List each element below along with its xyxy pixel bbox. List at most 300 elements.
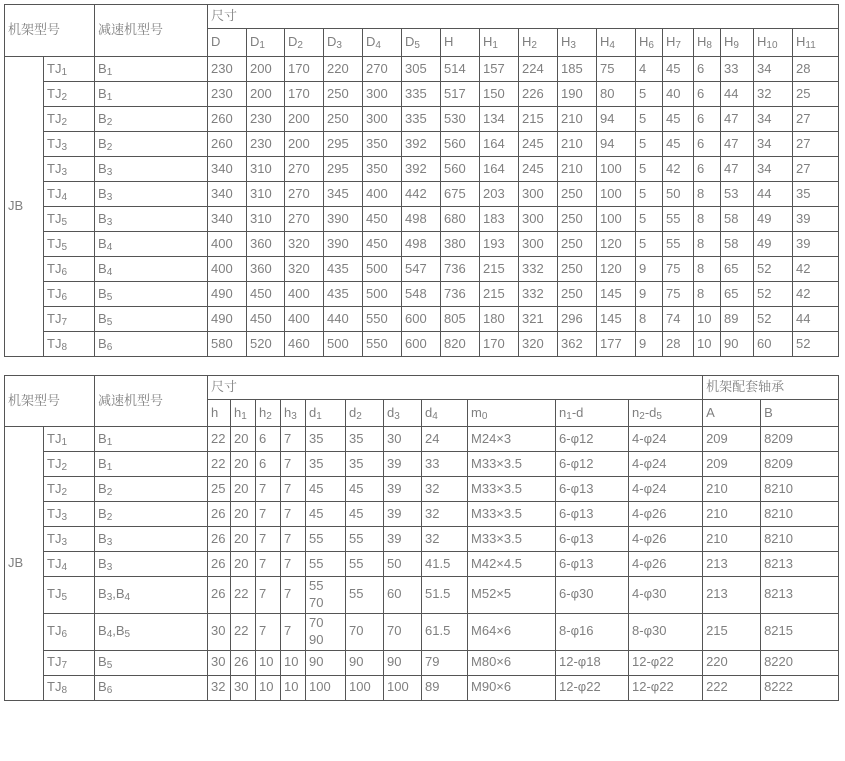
value-cell: 230 [208,57,247,82]
table-row [5,427,839,452]
value-cell: 230 [247,107,285,132]
value-cell: 340 [208,182,247,207]
value-cell: 210 [558,157,597,182]
dim-column-header: $H_1$ [480,29,519,57]
value-cell: 230 [247,132,285,157]
value-cell: 335 [402,107,441,132]
value-cell: 7 [281,502,306,527]
table-row [5,282,839,307]
value-cell: 27 [793,157,839,182]
value-cell: 44 [754,182,793,207]
table-row [5,552,839,577]
frame-model-cell: $TJ_5$ [44,207,95,232]
value-cell: 213 [703,552,761,577]
value-cell: 8220 [761,650,839,675]
value-cell: 4-φ30 [629,577,703,614]
value-cell: 28 [663,332,694,357]
value-cell: 440 [324,307,363,332]
table-row [5,307,839,332]
table-row [5,107,839,132]
value-cell: 215 [480,257,519,282]
value-cell: 6-φ13 [556,552,629,577]
value-cell: 226 [519,82,558,107]
reducer-model-cell: $B_3$ [95,207,208,232]
value-cell: 6 [694,157,721,182]
value-cell: 490 [208,307,247,332]
value-cell: 500 [324,332,363,357]
value-cell: 164 [480,132,519,157]
value-cell: 435 [324,257,363,282]
value-cell: M33×3.5 [468,502,556,527]
value-cell: 170 [285,82,324,107]
value-cell: 34 [754,57,793,82]
frame-model-cell: $TJ_3$ [44,527,95,552]
value-cell: 550 [363,332,402,357]
value-cell: 8209 [761,452,839,477]
value-cell: 400 [363,182,402,207]
value-cell: 100 [597,182,636,207]
value-cell: 250 [558,207,597,232]
value-cell: 60 [384,577,422,614]
reducer-model-header: 减速机型号 [95,376,208,427]
value-cell: 7 [256,552,281,577]
value-cell: 390 [324,232,363,257]
value-cell: 7 [281,577,306,614]
value-cell: M24×3 [468,427,556,452]
value-cell: 55 [346,552,384,577]
value-cell: 392 [402,157,441,182]
value-cell: 45 [306,502,346,527]
frame-model-cell: $TJ_4$ [44,552,95,577]
value-cell: 450 [363,207,402,232]
reducer-model-cell: $B_2$ [95,107,208,132]
dim-column-header: $H_6$ [636,29,663,57]
value-cell: 400 [285,282,324,307]
value-cell: 52 [754,282,793,307]
value-cell: 250 [558,282,597,307]
value-cell: 310 [247,157,285,182]
value-cell: 28 [793,57,839,82]
value-cell: 320 [519,332,558,357]
value-cell: 320 [285,257,324,282]
value-cell: 200 [247,57,285,82]
value-cell: 20 [231,502,256,527]
value-cell: 736 [441,282,480,307]
value-cell: 350 [363,157,402,182]
value-cell: 296 [558,307,597,332]
dim-column-header: H [441,29,480,57]
value-cell: M52×5 [468,577,556,614]
value-cell: 7 [281,452,306,477]
value-cell: 47 [721,132,754,157]
value-cell: 134 [480,107,519,132]
value-cell: 360 [247,232,285,257]
dim-column-header: $n_2-d_5$ [629,400,703,427]
frame-model-cell: $TJ_3$ [44,502,95,527]
value-cell: 22 [231,577,256,614]
value-cell: 215 [703,613,761,650]
value-cell: 450 [247,307,285,332]
value-cell: 8222 [761,675,839,700]
table-row [5,452,839,477]
frame-model-cell: $TJ_1$ [44,427,95,452]
value-cell: 5 [636,232,663,257]
value-cell: 9 [636,332,663,357]
frame-model-cell: $TJ_1$ [44,57,95,82]
value-cell: 295 [324,157,363,182]
value-cell: 90 [306,650,346,675]
value-cell: 26 [208,552,231,577]
value-cell: 20 [231,477,256,502]
value-cell: 6-φ13 [556,527,629,552]
value-cell: 190 [558,82,597,107]
value-cell: 210 [703,477,761,502]
value-cell: 321 [519,307,558,332]
value-cell: 79 [422,650,468,675]
value-cell: 52 [793,332,839,357]
reducer-model-cell: $B_1$ [95,427,208,452]
value-cell: 7 [281,613,306,650]
reducer-model-cell: $B_5$ [95,650,208,675]
value-cell: 32 [754,82,793,107]
value-cell: 360 [247,257,285,282]
dim-column-header: $D_3$ [324,29,363,57]
value-cell: 39 [793,232,839,257]
value-cell: 50 [663,182,694,207]
dimensions-group-header: 尺寸 [208,376,703,400]
value-cell: 90 [346,650,384,675]
value-cell: 30 [231,675,256,700]
dim-column-header: D [208,29,247,57]
frame-model-cell: $TJ_3$ [44,132,95,157]
value-cell: 300 [519,232,558,257]
value-cell: M80×6 [468,650,556,675]
value-cell: 49 [754,207,793,232]
value-cell: 450 [363,232,402,257]
value-cell: 400 [285,307,324,332]
value-cell: 12-φ22 [629,650,703,675]
frame-model-cell: $TJ_5$ [44,577,95,614]
value-cell: 58 [721,232,754,257]
value-cell: 20 [231,427,256,452]
value-cell: 305 [402,57,441,82]
frame-model-cell: $TJ_5$ [44,232,95,257]
value-cell: 260 [208,107,247,132]
value-cell: 55 [346,577,384,614]
reducer-model-cell: $B_5$ [95,282,208,307]
value-cell: 270 [285,182,324,207]
reducer-model-cell: $B_6$ [95,332,208,357]
value-cell: 736 [441,257,480,282]
value-cell: 6-φ13 [556,477,629,502]
value-cell: 210 [703,527,761,552]
value-cell: 230 [208,82,247,107]
dim-column-header: $d_2$ [346,400,384,427]
value-cell: 392 [402,132,441,157]
value-cell: 30 [208,650,231,675]
reducer-model-cell: $B_3$ [95,182,208,207]
value-cell: 500 [363,282,402,307]
dim-column-header: $H_{11}$ [793,29,839,57]
value-cell: 20 [231,452,256,477]
value-cell: 550 [363,307,402,332]
value-cell: 517 [441,82,480,107]
value-cell: 34 [754,132,793,157]
value-cell: 547 [402,257,441,282]
value-cell: 400 [208,257,247,282]
value-cell: 442 [402,182,441,207]
value-cell: 45 [663,57,694,82]
value-cell: 498 [402,207,441,232]
dim-column-header: $d_1$ [306,400,346,427]
value-cell: 600 [402,332,441,357]
value-cell: 22 [208,427,231,452]
value-cell: 26 [231,650,256,675]
frame-model-cell: $TJ_2$ [44,107,95,132]
value-cell: 200 [285,132,324,157]
value-cell: 250 [324,82,363,107]
value-cell: 35 [306,427,346,452]
value-cell: 25 [208,477,231,502]
value-cell: 30 [384,427,422,452]
value-cell: 35 [793,182,839,207]
value-cell: 170 [480,332,519,357]
value-cell: 490 [208,282,247,307]
dim-column-header: $D_4$ [363,29,402,57]
dim-column-header: $H_8$ [694,29,721,57]
dim-column-header: $h_2$ [256,400,281,427]
frame-model-cell: $TJ_7$ [44,307,95,332]
value-cell: 10 [281,650,306,675]
value-cell: 25 [793,82,839,107]
value-cell: 10 [694,307,721,332]
value-cell: 39 [384,452,422,477]
reducer-model-cell: $B_4$ [95,257,208,282]
value-cell: 41.5 [422,552,468,577]
value-cell: 24 [422,427,468,452]
value-cell: 260 [208,132,247,157]
value-cell: 26 [208,577,231,614]
value-cell: 22 [208,452,231,477]
reducer-model-cell: $B_5$ [95,307,208,332]
value-cell: M33×3.5 [468,477,556,502]
value-cell: 32 [422,477,468,502]
value-cell: 33 [721,57,754,82]
value-cell: 47 [721,107,754,132]
table-row [5,577,839,614]
reducer-model-cell: $B_3$ [95,157,208,182]
value-cell: 170 [285,57,324,82]
value-cell: 335 [402,82,441,107]
value-cell: 805 [441,307,480,332]
value-cell: M64×6 [468,613,556,650]
value-cell: 8 [694,282,721,307]
value-cell: 5 [636,207,663,232]
value-cell: 39 [384,477,422,502]
reducer-model-cell: $B_2$ [95,132,208,157]
value-cell: 32 [422,527,468,552]
value-cell: 34 [754,107,793,132]
reducer-model-cell: $B_3$ [95,552,208,577]
value-cell: 450 [247,282,285,307]
frame-model-cell: $TJ_6$ [44,282,95,307]
value-cell: 300 [363,107,402,132]
table-row [5,502,839,527]
value-cell: 7 [256,613,281,650]
table-row [5,132,839,157]
table-row [5,157,839,182]
value-cell: 8210 [761,527,839,552]
value-cell: 340 [208,207,247,232]
value-cell: 340 [208,157,247,182]
value-cell: 10 [256,650,281,675]
value-cell: 150 [480,82,519,107]
value-cell: 30 [208,613,231,650]
value-cell: 220 [324,57,363,82]
value-cell: 44 [721,82,754,107]
value-cell: 222 [703,675,761,700]
value-cell: 100 [346,675,384,700]
value-cell: 10 [256,675,281,700]
value-cell: 55 [663,207,694,232]
value-cell: 183 [480,207,519,232]
table-row [5,527,839,552]
value-cell: 100 [597,157,636,182]
dim-column-header: $D_5$ [402,29,441,57]
value-cell: 548 [402,282,441,307]
frame-model-cell: $TJ_7$ [44,650,95,675]
value-cell: 345 [324,182,363,207]
value-cell: 6-φ13 [556,502,629,527]
value-cell: 12-φ22 [629,675,703,700]
value-cell: 32 [422,502,468,527]
dim-column-header: $D_2$ [285,29,324,57]
value-cell: 500 [363,257,402,282]
value-cell: 4-φ24 [629,477,703,502]
value-cell: 8210 [761,502,839,527]
value-cell: 203 [480,182,519,207]
value-cell: 210 [558,132,597,157]
dim-column-header: $d_3$ [384,400,422,427]
frame-model-cell: $TJ_2$ [44,82,95,107]
value-cell: 300 [363,82,402,107]
dim-column-header: $H_2$ [519,29,558,57]
value-cell: 5 [636,157,663,182]
value-cell: 820 [441,332,480,357]
reducer-model-cell: $B_3$ [95,527,208,552]
value-cell: 47 [721,157,754,182]
value-cell: 310 [247,182,285,207]
table-row [5,257,839,282]
value-cell: 8 [636,307,663,332]
value-cell: 295 [324,132,363,157]
bearing-group-header: 机架配套轴承 [703,376,839,400]
reducer-model-cell: $B_3,B_4$ [95,577,208,614]
value-cell: 560 [441,132,480,157]
value-cell: 75 [663,282,694,307]
value-cell: 94 [597,132,636,157]
value-cell: 270 [285,157,324,182]
value-cell: 8 [694,207,721,232]
value-cell: 4-φ26 [629,527,703,552]
value-cell: 8213 [761,577,839,614]
value-cell: 53 [721,182,754,207]
value-cell: 120 [597,232,636,257]
value-cell: 4 [636,57,663,82]
value-cell: 460 [285,332,324,357]
value-cell: 4-φ26 [629,502,703,527]
frame-dimension-table [4,4,839,357]
table-row [5,675,839,700]
frame-model-cell: $TJ_4$ [44,182,95,207]
value-cell: 7 [281,477,306,502]
frame-model-header: 机架型号 [5,5,95,57]
value-cell: 7 [256,477,281,502]
value-cell: 26 [208,527,231,552]
table-row [5,613,839,650]
value-cell: 209 [703,427,761,452]
value-cell: 27 [793,107,839,132]
value-cell: 89 [721,307,754,332]
value-cell: 5 [636,82,663,107]
value-cell: 42 [793,257,839,282]
value-cell: M33×3.5 [468,527,556,552]
value-cell: 310 [247,207,285,232]
value-cell: 45 [663,107,694,132]
value-cell: 435 [324,282,363,307]
value-cell: 8210 [761,477,839,502]
value-cell: 530 [441,107,480,132]
value-cell: 61.5 [422,613,468,650]
value-cell: 200 [247,82,285,107]
value-cell: 8213 [761,552,839,577]
value-cell: 560 [441,157,480,182]
value-cell: 39 [384,502,422,527]
value-cell: 120 [597,257,636,282]
value-cell: 65 [721,282,754,307]
dim-column-header: $D_1$ [247,29,285,57]
dim-column-header: $H_3$ [558,29,597,57]
dim-column-header: $h_1$ [231,400,256,427]
value-cell: 215 [480,282,519,307]
reducer-model-cell: $B_2$ [95,477,208,502]
value-cell: 40 [663,82,694,107]
value-cell: 42 [793,282,839,307]
bearing-column-header: A [703,400,761,427]
frame-model-cell: $TJ_2$ [44,477,95,502]
value-cell: 5 [636,107,663,132]
value-cell: 250 [558,232,597,257]
value-cell: 8 [694,257,721,282]
value-cell: 20 [231,527,256,552]
reducer-model-header: 减速机型号 [95,5,208,57]
value-cell: 250 [558,182,597,207]
dim-column-header: $m_0$ [468,400,556,427]
value-cell: 250 [324,107,363,132]
value-cell: 220 [703,650,761,675]
dim-column-header: $h_3$ [281,400,306,427]
frame-group-cell: JB [5,57,44,357]
value-cell: 49 [754,232,793,257]
value-cell: 514 [441,57,480,82]
value-cell: 164 [480,157,519,182]
value-cell: 245 [519,132,558,157]
value-cell: 7 [281,427,306,452]
value-cell: 27 [793,132,839,157]
value-cell: 8-φ30 [629,613,703,650]
value-cell: 10 [281,675,306,700]
dim-column-header: $H_4$ [597,29,636,57]
